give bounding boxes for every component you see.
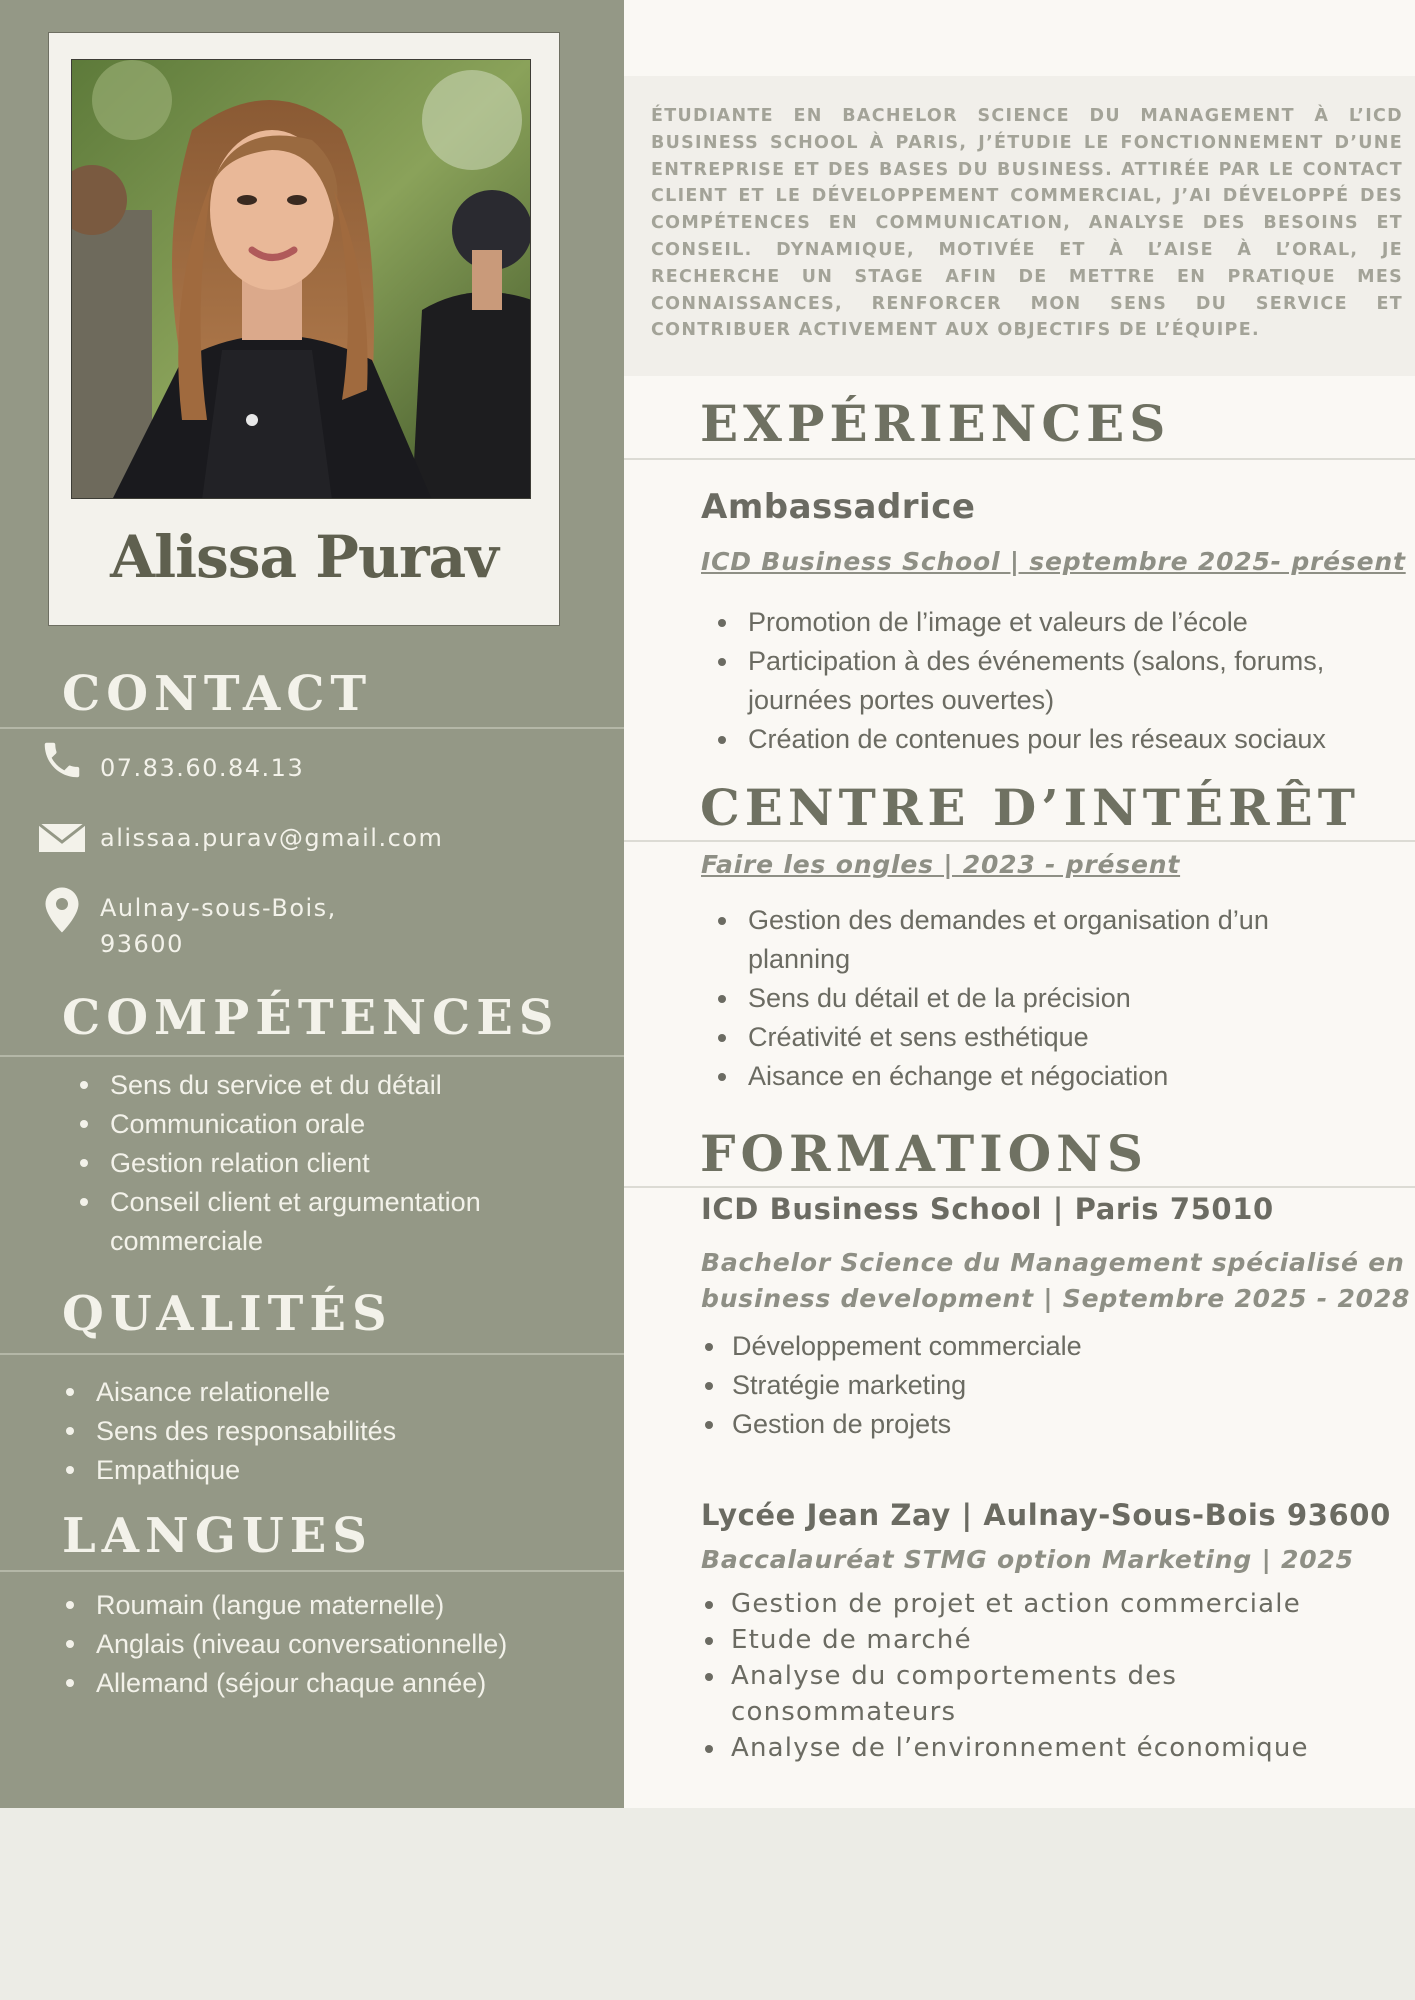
list-item: Créativité et sens esthétique xyxy=(700,1018,1269,1057)
job-employer-dates: ICD Business School | septembre 2025- présent xyxy=(701,547,1406,576)
job-title: Ambassadrice xyxy=(701,487,976,527)
langues-divider xyxy=(0,1570,624,1572)
formation-2-list xyxy=(701,1586,1309,1766)
contact-heading: CONTACT xyxy=(62,666,373,722)
location-pin-icon xyxy=(38,886,86,934)
interets-heading: CENTRE D’INTÉRÊT xyxy=(700,778,1360,837)
list-item: Empathique xyxy=(62,1451,396,1490)
list-item: Gestion de projets xyxy=(701,1405,1082,1444)
formation-1-list xyxy=(701,1327,1082,1444)
degree-1-line2: business development | Septembre 2025 - 2028 xyxy=(701,1284,1411,1313)
list-item: Participation à des événements (salons, forums, xyxy=(700,642,1326,681)
list-item: Sens du détail et de la précision xyxy=(700,979,1269,1018)
list-item: Conseil client et argumentation xyxy=(76,1183,481,1222)
langues-list xyxy=(62,1586,507,1703)
list-item: Création de contenues pour les réseaux sociaux xyxy=(700,720,1326,759)
qualites-heading: QUALITÉS xyxy=(62,1286,393,1342)
list-item: Analyse de l’environnement économique xyxy=(701,1730,1309,1766)
school-2: Lycée Jean Zay | Aulnay-Sous-Bois 93600 xyxy=(701,1498,1391,1532)
list-item: Gestion des demandes et organisation d’un xyxy=(700,901,1269,940)
mail-icon xyxy=(38,814,86,862)
list-item: Communication orale xyxy=(76,1105,481,1144)
formations-divider xyxy=(624,1186,1415,1188)
list-item: Gestion de projet et action commerciale xyxy=(701,1586,1309,1622)
phone-number: 07.83.60.84.13 xyxy=(100,754,305,782)
address xyxy=(100,890,337,962)
school-1: ICD Business School | Paris 75010 xyxy=(701,1192,1274,1226)
degree-2: Baccalauréat STMG option Marketing | 2025 xyxy=(701,1545,1354,1574)
phone-icon xyxy=(38,736,86,784)
profile-summary xyxy=(624,76,1415,376)
interets-list xyxy=(700,901,1269,1096)
langues-heading: LANGUES xyxy=(62,1508,373,1564)
experiences-list xyxy=(700,603,1326,759)
list-item: Sens du service et du détail xyxy=(76,1066,481,1105)
profile-photo xyxy=(71,59,531,499)
contact-divider xyxy=(0,727,624,729)
experiences-heading: EXPÉRIENCES xyxy=(700,394,1171,453)
interets-divider xyxy=(624,840,1415,842)
list-item-continuation: planning xyxy=(748,944,851,974)
list-item: Promotion de l’image et valeurs de l’école xyxy=(700,603,1326,642)
competences-list xyxy=(76,1066,481,1261)
list-item: Aisance relationelle xyxy=(62,1373,396,1412)
qualites-divider xyxy=(0,1353,624,1355)
contact-email-row xyxy=(38,814,443,862)
experiences-divider xyxy=(624,458,1415,460)
list-item: Roumain (langue maternelle) xyxy=(62,1586,507,1625)
full-name: Alissa Purav xyxy=(110,523,498,591)
list-item: Sens des responsabilités xyxy=(62,1412,396,1451)
contact-address-row xyxy=(38,886,337,962)
list-item: Stratégie marketing xyxy=(701,1366,1082,1405)
photo-frame xyxy=(48,32,560,626)
address-line2: 93600 xyxy=(100,930,184,958)
list-item: Analyse du comportements des xyxy=(701,1658,1309,1694)
list-item: Anglais (niveau conversationnelle) xyxy=(62,1625,507,1664)
competences-divider xyxy=(0,1055,624,1057)
interet-activity-dates: Faire les ongles | 2023 - présent xyxy=(701,850,1181,879)
list-item: Développement commerciale xyxy=(701,1327,1082,1366)
list-item: Etude de marché xyxy=(701,1622,1309,1658)
formations-heading: FORMATIONS xyxy=(700,1124,1148,1183)
summary-text: ÉTUDIANTE EN BACHELOR SCIENCE DU MANAGEMENT À L’ICD BUSINESS SCHOOL À PARIS, J’ÉTUDIE LE FONCTIONNEMENT D’UNE ENTREPRISE ET DES BASES DU BUSINESS. ATTIRÉE PAR LE CONTACT CLIENT ET LE DÉVELOPPEMENT COMMERCIAL, J’AI DÉVELOPPÉ DES COMPÉTENCES EN COMMUNICATION, ANALYSE DES BESOINS ET CONSEIL. DYNAMIQUE, MOTIVÉE ET À L’AISE À L’ORAL, JE RECHERCHE UN STAGE AFIN DE METTRE EN PRATIQUE MES CONNAISSANCES, RENFORCER MON SENS DU SERVICE ET CONTRIBUER ACTIVEMENT AUX OBJECTIFS DE L’ÉQUIPE. xyxy=(651,106,1403,341)
qualites-list xyxy=(62,1373,396,1490)
sidebar xyxy=(0,0,624,1808)
degree-1-line1: Bachelor Science du Management spécialisé en xyxy=(701,1248,1405,1277)
list-item-continuation: consommateurs xyxy=(731,1697,957,1727)
list-item-continuation: journées portes ouvertes) xyxy=(748,685,1055,715)
contact-phone-row xyxy=(38,736,304,786)
competences-heading: COMPÉTENCES xyxy=(62,990,560,1046)
list-item-continuation: commerciale xyxy=(110,1226,264,1256)
email-link[interactable]: alissaa.purav@gmail.com xyxy=(100,824,444,852)
list-item: Gestion relation client xyxy=(76,1144,481,1183)
address-line1: Aulnay-sous-Bois, xyxy=(100,894,337,922)
list-item: Aisance en échange et négociation xyxy=(700,1057,1269,1096)
main-column xyxy=(624,0,1415,1808)
list-item: Allemand (séjour chaque année) xyxy=(62,1664,507,1703)
